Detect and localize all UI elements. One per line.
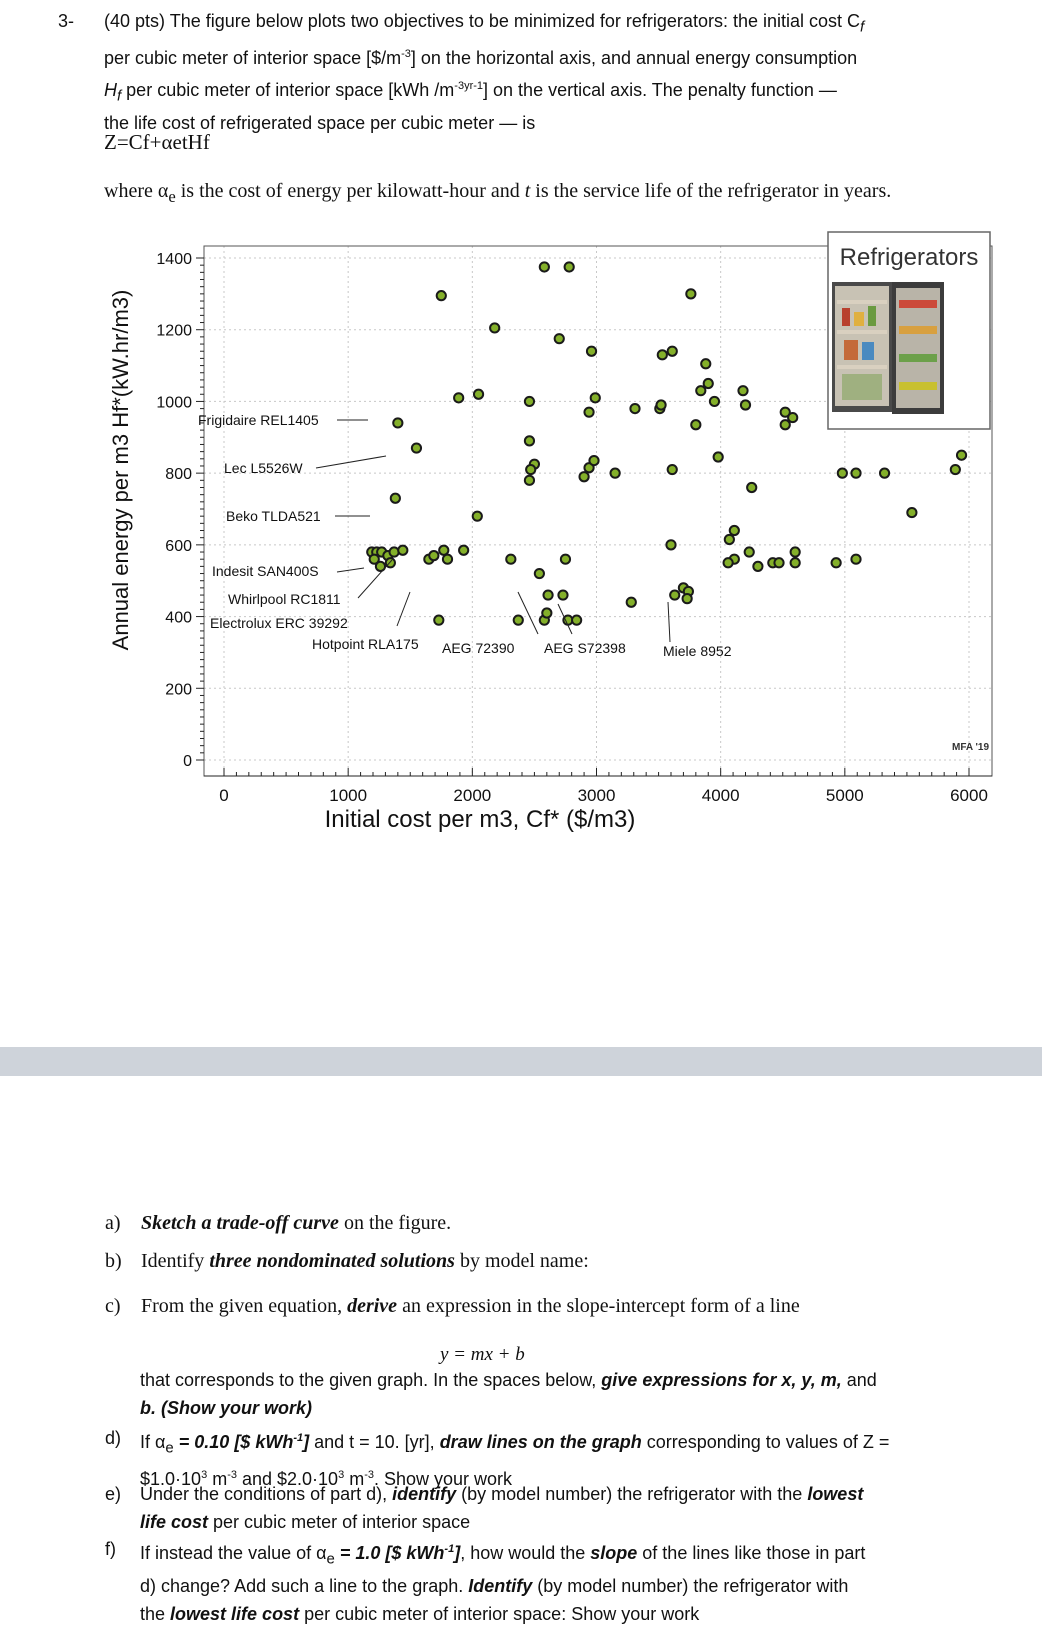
y-tick-label: 1000 xyxy=(156,394,192,412)
data-point xyxy=(774,558,783,567)
data-point xyxy=(838,469,847,478)
data-point xyxy=(753,562,762,571)
data-point xyxy=(725,535,734,544)
label-lec: Lec L5526W xyxy=(224,460,303,476)
y-tick-label: 1200 xyxy=(156,322,192,340)
data-point xyxy=(686,289,695,298)
y-tick-label: 400 xyxy=(165,609,192,627)
data-point xyxy=(555,334,564,343)
data-point xyxy=(454,393,463,402)
data-point xyxy=(412,443,421,452)
x-tick-label: 0 xyxy=(219,786,229,805)
data-point xyxy=(543,590,552,599)
refrigerator-chart xyxy=(100,230,1000,870)
label-electrolux: Electrolux ERC 39292 xyxy=(210,615,348,631)
data-point xyxy=(851,555,860,564)
data-point xyxy=(738,386,747,395)
data-point xyxy=(747,483,756,492)
data-point xyxy=(670,590,679,599)
label-frigidaire: Frigidaire REL1405 xyxy=(198,412,319,428)
data-point xyxy=(656,400,665,409)
data-point xyxy=(473,512,482,521)
data-point xyxy=(957,451,966,460)
data-point xyxy=(526,465,535,474)
refrigerator-image-inset xyxy=(828,232,990,429)
data-point xyxy=(579,472,588,481)
data-point xyxy=(542,608,551,617)
data-point xyxy=(832,558,841,567)
data-point xyxy=(558,590,567,599)
label-beko: Beko TLDA521 xyxy=(226,508,321,524)
data-point xyxy=(696,386,705,395)
data-point xyxy=(791,547,800,556)
data-point xyxy=(880,469,889,478)
chart-title: Refrigerators xyxy=(839,244,979,271)
data-point xyxy=(724,558,733,567)
data-point xyxy=(584,408,593,417)
data-point xyxy=(627,598,636,607)
data-point xyxy=(591,393,600,402)
data-point xyxy=(668,347,677,356)
data-point xyxy=(589,456,598,465)
data-point xyxy=(658,350,667,359)
label-hotpoint: Hotpoint RLA175 xyxy=(312,636,419,652)
data-point xyxy=(611,469,620,478)
data-point xyxy=(443,555,452,564)
data-point xyxy=(781,420,790,429)
data-point xyxy=(666,540,675,549)
data-point xyxy=(434,616,443,625)
data-point xyxy=(587,347,596,356)
data-point xyxy=(701,359,710,368)
label-aeg-s72398: AEG S72398 xyxy=(544,640,626,656)
label-indesit: Indesit SAN400S xyxy=(212,563,319,579)
y-tick-label: 800 xyxy=(165,466,192,484)
data-point xyxy=(514,616,523,625)
data-point xyxy=(788,413,797,422)
slope-intercept-equation: y = mx + b xyxy=(440,1344,525,1365)
data-point xyxy=(474,390,483,399)
penalty-equation: Z=Cf+αetHf xyxy=(104,130,210,154)
data-point xyxy=(791,558,800,567)
x-tick-label: 1000 xyxy=(329,786,368,805)
data-point xyxy=(851,469,860,478)
where-text: where $\alpha_e$ is the cost of energy per kilowatt-hour and t is the service life of the refrigerator in years. xyxy=(104,180,892,206)
data-point xyxy=(630,404,639,413)
data-point xyxy=(683,594,692,603)
y-tick-label: 200 xyxy=(165,681,192,699)
page-divider xyxy=(0,1047,1042,1076)
data-point xyxy=(535,569,544,578)
x-tick-label: 6000 xyxy=(950,786,988,805)
label-miele: Miele 8952 xyxy=(663,643,732,659)
label-whirlpool: Whirlpool RC1811 xyxy=(228,591,341,607)
y-tick-label: 600 xyxy=(165,537,192,555)
data-point xyxy=(714,452,723,461)
data-point xyxy=(668,465,677,474)
data-point xyxy=(437,291,446,300)
label-aeg-72390: AEG 72390 xyxy=(442,640,515,656)
data-point xyxy=(951,465,960,474)
chart-credit: MFA '19 xyxy=(952,742,990,753)
annotation-leaders xyxy=(316,420,670,642)
x-tick-label: 4000 xyxy=(701,786,740,805)
data-point xyxy=(391,494,400,503)
data-point xyxy=(745,547,754,556)
part-c-continued: that corresponds to the given graph. In the spaces below, give expressions for x, y, m, and b. (Show your work) xyxy=(140,1370,877,1418)
data-point xyxy=(572,616,581,625)
data-point xyxy=(525,397,534,406)
x-axis-label: Initial cost per m3, Cf* ($/m3) xyxy=(324,806,636,833)
x-tick-label: 5000 xyxy=(825,786,864,805)
data-point xyxy=(439,546,448,555)
data-point xyxy=(490,323,499,332)
data-point xyxy=(390,547,399,556)
y-tick-label: 0 xyxy=(183,753,192,770)
data-point xyxy=(429,551,438,560)
data-point xyxy=(730,526,739,535)
data-point xyxy=(525,436,534,445)
data-point xyxy=(565,262,574,271)
question-text: (40 pts) The figure below plots two objectives to be minimized for refrigerators: the initial cost $C_f$ per cubic meter of interior space $[\$/m^{-3}]$ on the horizontal axis, and annual energy consumption $H_f$ per cubic meter of interior space [kWh $/m^{-3yr-1}$] on the vertical axis. The penalty function — the life cost of refrigerated space per cubic meter — is xyxy=(104,11,865,133)
data-point xyxy=(540,262,549,271)
data-point xyxy=(691,420,700,429)
data-point xyxy=(704,379,713,388)
data-point xyxy=(741,400,750,409)
data-point xyxy=(398,546,407,555)
data-point xyxy=(506,555,515,564)
x-tick-label: 2000 xyxy=(453,786,492,805)
data-point xyxy=(907,508,916,517)
data-point xyxy=(710,397,719,406)
y-tick-label: 1400 xyxy=(156,251,192,268)
data-point xyxy=(525,476,534,485)
question-number: 3- xyxy=(58,11,75,31)
data-point xyxy=(393,418,402,427)
data-point xyxy=(561,555,570,564)
x-tick-label: 3000 xyxy=(577,786,616,805)
data-point xyxy=(459,546,468,555)
y-axis-label: Annual energy per m3 Hf*(kW.hr/m3) xyxy=(108,289,133,651)
refrigerator-icon xyxy=(832,282,944,414)
